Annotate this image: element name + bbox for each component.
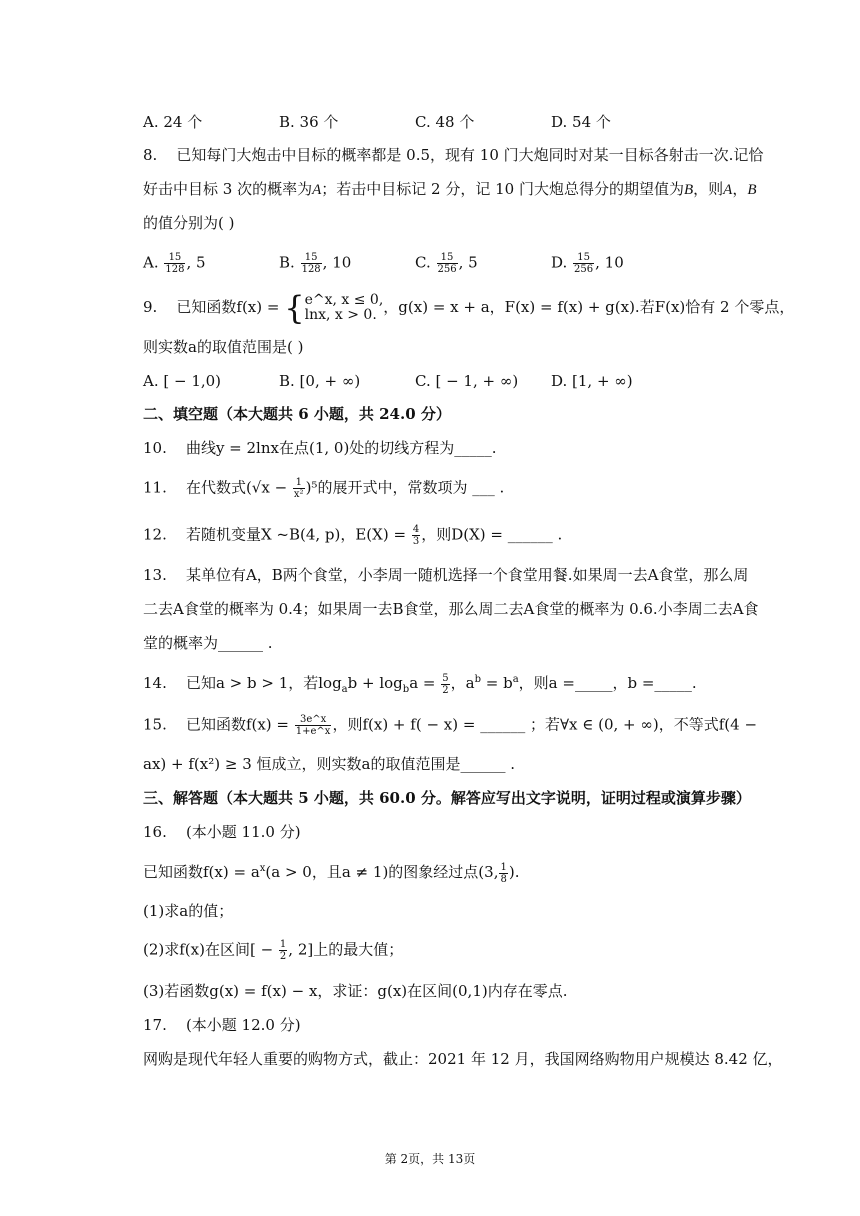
q16-part3: (3)若函数g(x) = f(x) − x，求证：g(x)在区间(0,1)内存在零点.	[143, 982, 568, 1000]
q9-option-d: D. [1, + ∞)	[551, 372, 633, 390]
option-a: A. 24 个	[143, 113, 203, 131]
q9-mid: ，g(x) = x + a，F(x) = f(x) + g(x).若F(x)恰有 2 个零点，	[383, 298, 795, 316]
q9-line1: 9. 已知函数f(x) = {e^x, x ≤ 0, lnx, x > 0. ，g(x) = x + a，F(x) = f(x) + g(x).若F(x)恰有 2 个零点，	[143, 289, 795, 327]
option-b: B. 36 个	[279, 113, 339, 131]
q9-intro: 已知函数	[176, 298, 237, 316]
q13-line1: 13. 某单位有A，B两个食堂，小李周一随机选择一个食堂用餐.如果周一去A食堂，那么周	[143, 566, 749, 584]
q8-number: 8.	[143, 146, 158, 164]
q16-part2: (2)求f(x)在区间[ − $\frac{1}{2}$ , 2]上的最大值；	[143, 939, 404, 962]
q9-line2: 则实数a的取值范围是( )	[143, 338, 304, 356]
q8-option-c: C. $\frac{15}{256}$ , 5	[415, 252, 478, 275]
q17-line1: 网购是现代年轻人重要的购物方式，截止：2021 年 12 月，我国网络购物用户规模达 8.42 亿，	[143, 1050, 783, 1068]
q9-number: 9.	[143, 298, 158, 316]
section-2-heading: 二、填空题（本大题共 6 小题，共 24.0 分）	[143, 405, 451, 423]
page-footer: 第 2页，共 13页	[384, 1152, 476, 1166]
q12: 12. 若随机变量X ~B(4, p)，E(X) = $\frac{4}{3}$ ，则D(X) = ______ .	[143, 524, 563, 547]
q8-option-d: D. $\frac{15}{256}$ , 10	[551, 252, 624, 275]
q9-piece2: lnx, x > 0.	[304, 307, 377, 323]
q8-line3: 的值分别为( )	[143, 214, 235, 232]
q8-option-b: B. $\frac{15}{128}$ , 10	[279, 252, 352, 275]
q8-text-a: 好击中目标 3 次的概率为	[143, 180, 313, 198]
q8-text-c: ，则	[693, 180, 724, 198]
q16-part1: (1)求a的值；	[143, 902, 234, 920]
q16-stem: 已知函数$f(x) = a^x(a > 0$，且a ≠ 1)的图象经过点(3, $\frac{1}{8}$ ).	[143, 861, 520, 885]
q13-line3: 堂的概率为______ .	[143, 634, 273, 652]
q8-text: 已知每门大炮击中目标的概率都是 0.5，现有 10 门大炮同时对某一目标各射击一次.记恰	[176, 146, 764, 164]
q15-line1: 15. 已知函数f(x) = $\frac{3e\^{}x}{1+e\^{}x}$ ，则f(x) + f( − x) = ______ ；若∀x ∈ (0, + ∞)，不等式f(4 −	[143, 714, 758, 737]
q9-option-b: B. [0, + ∞)	[279, 372, 361, 390]
q9-option-c: C. [ − 1, + ∞)	[415, 372, 519, 390]
section-3-heading: 三、解答题（本大题共 5 小题，共 60.0 分。解答应写出文字说明，证明过程或演算步骤）	[143, 789, 751, 807]
q8-option-a: A. $\frac{15}{128}$ , 5	[143, 252, 206, 275]
q17-header: 17. (本小题 12.0 分)	[143, 1016, 301, 1034]
q10: 10. 曲线y = 2lnx在点(1, 0)处的切线方程为_____.	[143, 439, 497, 457]
q16-header: 16. (本小题 11.0 分)	[143, 823, 301, 841]
option-d: D. 54 个	[551, 113, 611, 131]
q9-piece1: e^x, x ≤ 0,	[304, 292, 384, 308]
q13-line2: 二去A食堂的概率为 0.4；如果周一去B食堂，那么周二去A食堂的概率为 0.6.小李周二去A食	[143, 600, 759, 618]
q9-option-a: A. [ − 1,0)	[143, 372, 222, 390]
q8-line1	[143, 145, 763, 165]
q15-line2: ax) + f(x²) ≥ 3 恒成立，则实数a的取值范围是______ .	[143, 755, 515, 773]
q8-line2: 好击中目标 3 次的概率为A；若击中目标记 2 分，记 10 门大炮总得分的期望值为B，则A，B	[143, 180, 757, 198]
q11: 11. 在代数式(√x − $\frac{1}{\text{x²}}$ )⁵的展开式中，常数项为 ___ .	[143, 477, 505, 500]
q8-text-b: ；若击中目标记 2 分，记 10 门大炮总得分的期望值为	[321, 180, 684, 198]
q14: 14. 已知a > b > 1，若$\log_ab + \log_ba$ = $\frac{5}{2}$ ，$a^b = b^a$，则a =_____，b =_____.	[143, 672, 697, 696]
option-c: C. 48 个	[415, 113, 475, 131]
